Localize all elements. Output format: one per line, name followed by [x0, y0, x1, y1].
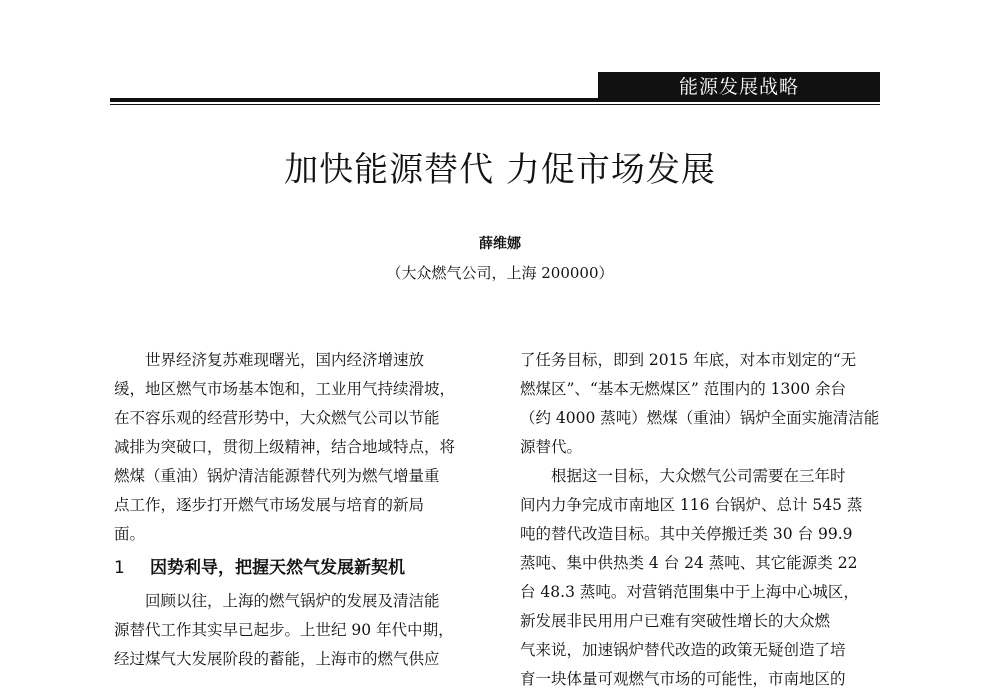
paragraph-plan — [520, 462, 892, 694]
text-line: 燃煤区”、“基本无燃煤区” 范围内的 1300 余台 — [520, 380, 847, 398]
section-heading — [114, 549, 486, 587]
text-line: 源替代。 — [520, 438, 583, 456]
text-line: 间内力争完成市南地区 116 台锅炉、总计 545 蒸 — [520, 496, 863, 514]
text-line: 新发展非民用用户已难有突破性增长的大众燃 — [520, 612, 831, 630]
paragraph-intro — [114, 346, 486, 549]
text-line: 气来说，加速锅炉替代改造的政策无疑创造了培 — [520, 641, 846, 659]
text-line: 育一块体量可观燃气市场的可能性，市南地区的 — [520, 670, 846, 688]
section-number: 1 — [114, 558, 125, 578]
text-line: 蒸吨、集中供热类 4 台 24 蒸吨、其它能源类 22 — [520, 554, 858, 572]
article-title: 加快能源替代 力促市场发展 — [284, 150, 716, 190]
text-line: 在不容乐观的经营形势中，大众燃气公司以节能 — [114, 409, 440, 427]
left-column — [114, 346, 486, 674]
text-line: 源替代工作其实早已起步。上世纪 90 年代中期， — [114, 621, 454, 639]
text-line: 减排为突破口，贯彻上级精神，结合地域特点，将 — [114, 438, 456, 456]
text-line: （约 4000 蒸吨）燃煤（重油）锅炉全面实施清洁能 — [520, 409, 880, 427]
text-line: 经过煤气大发展阶段的蓄能，上海市的燃气供应 — [114, 650, 440, 668]
paragraph-target — [520, 346, 892, 462]
text-line: 缓，地区燃气市场基本饱和，工业用气持续滑坡， — [114, 380, 456, 398]
header-rule-thin — [110, 104, 880, 105]
text-line: 了任务目标，即到 2015 年底，对本市划定的“无 — [520, 351, 857, 369]
header-rule-thick — [110, 98, 880, 102]
article-author: 薛维娜 — [479, 236, 521, 252]
text-line: 燃煤（重油）锅炉清洁能源替代列为燃气增量重 — [114, 467, 440, 485]
text-line: 根据这一目标，大众燃气公司需要在三年时 — [520, 467, 846, 485]
text-line: 台 48.3 蒸吨。对营销范围集中于上海中心城区， — [520, 583, 859, 601]
text-line: 回顾以往，上海的燃气锅炉的发展及清洁能 — [114, 592, 440, 610]
section-tab: 能源发展战略 — [598, 72, 880, 102]
paragraph-review — [114, 587, 486, 674]
right-column — [520, 346, 892, 694]
text-line: 吨的替代改造目标。其中关停搬迁类 30 台 99.9 — [520, 525, 853, 543]
author-affiliation: （大众燃气公司，上海 200000） — [386, 264, 614, 282]
text-line: 世界经济复苏难现曙光，国内经济增速放 — [114, 351, 425, 369]
text-line: 点工作，逐步打开燃气市场发展与培育的新局 — [114, 496, 425, 514]
text-line: 面。 — [114, 525, 146, 543]
section-title: 因势利导，把握天然气发展新契机 — [150, 558, 405, 578]
